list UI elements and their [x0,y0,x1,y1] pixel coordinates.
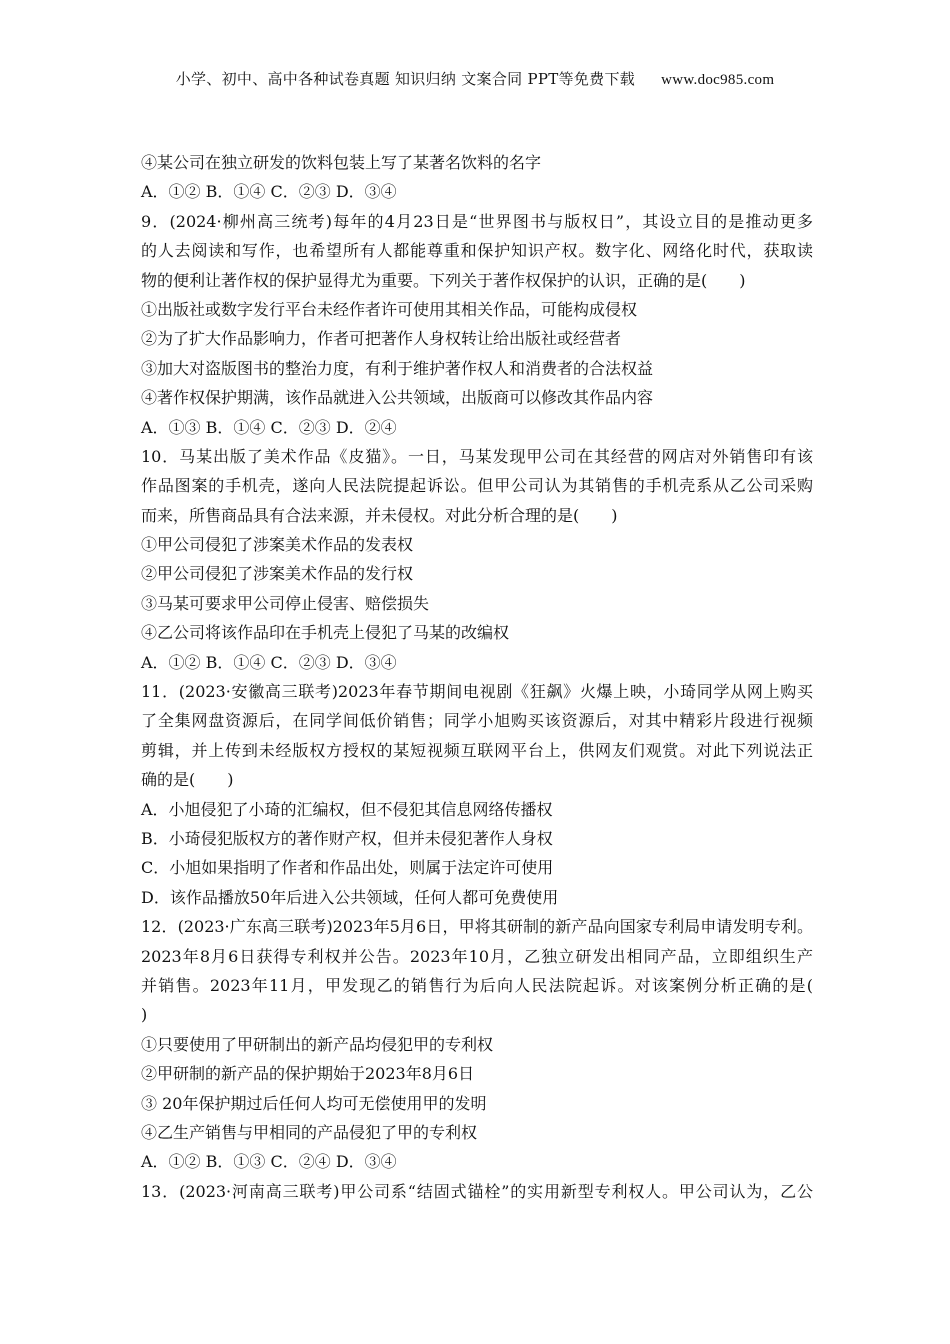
text-line: 13．(2023·河南高三联考)甲公司系“结固式锚栓”的实用新型专利权人。甲公司认为，乙公 [141,1181,813,1201]
text-line: ④某公司在独立研发的饮料包装上写了某著名饮料的名字 [141,153,542,172]
text-line: 2023年8月6日获得专利权并公告。2023年10月，乙独立研发出相同产品，立即组织生产 [141,946,813,966]
header-text: 小学、初中、高中各种试卷真题 知识归纳 文案合同 PPT等免费下载 [175,70,636,88]
text-line: ③ 20年保护期过后任何人均可无偿使用甲的发明 [141,1093,487,1113]
text-line: 11．(2023·安徽高三联考)2023年春节期间电视剧《狂飙》火爆上映，小琦同学从网上购买 [141,682,813,702]
text-line: ③加大对盗版图书的整治力度，有利于维护著作权人和消费者的合法权益 [141,358,654,378]
header-site: www.doc985.com [661,72,775,88]
text-line: A．①② B．①③ C．②④ D．③④ [141,1152,397,1172]
text-line: ②甲研制的新产品的保护期始于2023年8月6日 [141,1064,475,1084]
text-line: B．小琦侵犯版权方的著作财产权，但并未侵犯著作人身权 [141,828,553,848]
page-header [0,68,950,89]
text-line: A．小旭侵犯了小琦的汇编权，但不侵犯其信息网络传播权 [141,799,553,819]
text-line: 9．(2024·柳州高三统考)每年的4月23日是“世界图书与版权日”，其设立目的是推动更多 [141,211,813,231]
text-line: 剪辑，并上传到未经版权方授权的某短视频互联网平台上，供网友们观赏。对此下列说法正 [141,740,813,760]
text-line: ②甲公司侵犯了涉案美术作品的发行权 [141,564,414,584]
text-line: ③马某可要求甲公司停止侵害、赔偿损失 [141,593,430,613]
text-line: ②为了扩大作品影响力，作者可把著作人身权转让给出版社或经营者 [141,329,622,349]
text-line: 12．(2023·广东高三联考)2023年5月6日，甲将其研制的新产品向国家专利局申请发明专利。 [141,917,813,937]
text-line: 作品图案的手机壳，遂向人民法院提起诉讼。但甲公司认为其销售的手机壳系从乙公司采购 [141,476,813,496]
text-line: D．该作品播放50年后进入公共领域，任何人都可免费使用 [141,887,559,907]
text-line: 并销售。2023年11月，甲发现乙的销售行为后向人民法院起诉。对该案例分析正确的是( [141,975,813,995]
text-line: 物的便利让著作权的保护显得尤为重要。下列关于著作权保护的认识，正确的是( ) [141,270,746,290]
text-line: C．小旭如果指明了作者和作品出处，则属于法定许可使用 [141,858,554,878]
text-line: A．①② B．①④ C．②③ D．③④ [141,652,397,672]
text-line: 10．马某出版了美术作品《皮猫》。一日，马某发现甲公司在其经营的网店对外销售印有该 [141,446,813,466]
text-line: 了全集网盘资源后，在同学间低价销售；同学小旭购买该资源后，对其中精彩片段进行视频 [141,711,813,731]
text-line: 确的是( ) [141,770,234,790]
text-line: A．①③ B．①④ C．②③ D．②④ [141,417,397,437]
text-line: 而来，所售商品具有合法来源，并未侵权。对此分析合理的是( ) [141,505,618,525]
document-body [141,148,813,1206]
text-line: ④著作权保护期满，该作品就进入公共领域，出版商可以修改其作品内容 [141,388,654,408]
text-line: ④乙公司将该作品印在手机壳上侵犯了马某的改编权 [141,623,510,643]
text-line: A．①② B．①④ C．②③ D．③④ [141,182,397,202]
text-line: ④乙生产销售与甲相同的产品侵犯了甲的专利权 [141,1122,478,1142]
text-line: 的人去阅读和写作，也希望所有人都能尊重和保护知识产权。数字化、网络化时代，获取读 [141,241,813,261]
text-line: ①甲公司侵犯了涉案美术作品的发表权 [141,535,414,555]
text-line: ①只要使用了甲研制出的新产品均侵犯甲的专利权 [141,1034,494,1054]
text-line: ) [141,1005,148,1025]
text-line: ①出版社或数字发行平台未经作者许可使用其相关作品，可能构成侵权 [141,299,638,319]
